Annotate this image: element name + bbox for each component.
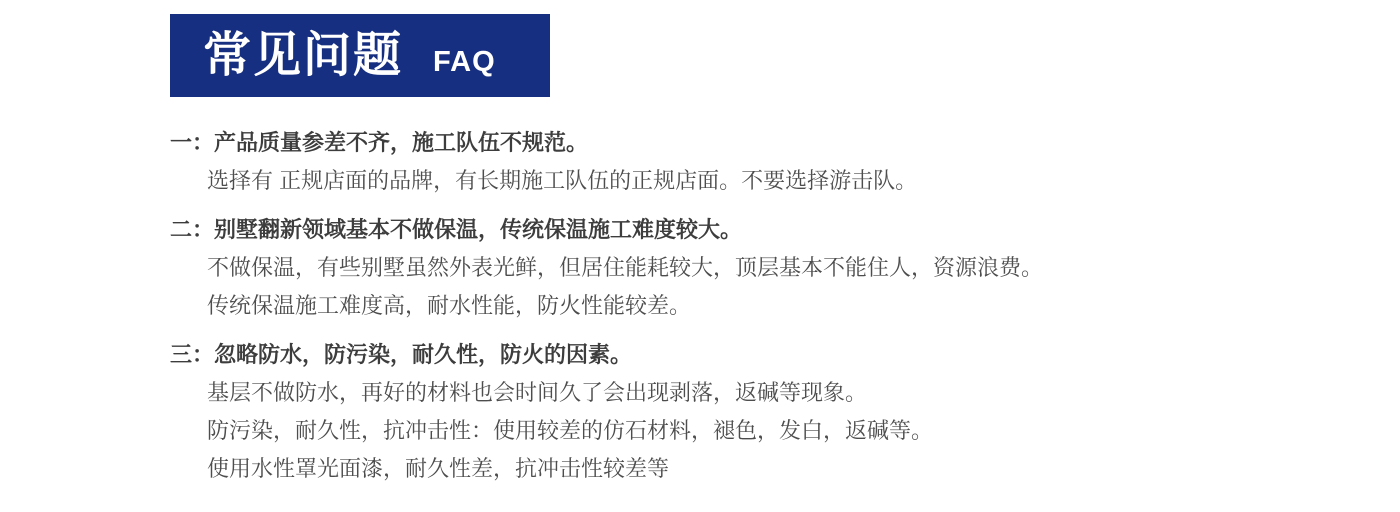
faq-answer-line: 选择有 正规店面的品牌，有长期施工队伍的正规店面。不要选择游击队。 — [207, 168, 918, 193]
faq-question-text: 产品质量参差不齐，施工队伍不规范。 — [214, 130, 589, 155]
faq-answers — [170, 162, 1270, 200]
faq-item-number: 一： — [170, 130, 215, 155]
faq-header-banner — [170, 14, 550, 97]
faq-answers — [170, 374, 1270, 488]
faq-question — [170, 211, 1270, 249]
faq-item — [170, 211, 1270, 325]
faq-list — [170, 124, 1270, 488]
faq-answers — [170, 249, 1270, 325]
faq-question — [170, 124, 1270, 162]
faq-question-text: 别墅翻新领域基本不做保温，传统保温施工难度较大。 — [214, 217, 743, 242]
faq-item — [170, 336, 1270, 488]
faq-answer-line: 基层不做防水，再好的材料也会时间久了会出现剥落，返碱等现象。 — [207, 380, 868, 405]
faq-question-text: 忽略防水，防污染，耐久性，防火的因素。 — [214, 342, 633, 367]
faq-item-number: 三： — [170, 342, 215, 367]
faq-item — [170, 124, 1270, 200]
faq-answer-line: 传统保温施工难度高，耐水性能，防火性能较差。 — [207, 293, 692, 318]
faq-answer-line: 不做保温，有些别墅虽然外表光鲜，但居住能耗较大，顶层基本不能住人，资源浪费。 — [207, 255, 1044, 280]
faq-title-chinese: 常见问题 — [203, 28, 404, 82]
faq-item-number: 二： — [170, 217, 215, 242]
faq-title-english: FAQ — [433, 46, 496, 78]
faq-answer-line: 防污染，耐久性，抗冲击性：使用较差的仿石材料，褪色，发白，返碱等。 — [207, 418, 934, 443]
faq-answer-line: 使用水性罩光面漆，耐久性差，抗冲击性较差等 — [207, 456, 670, 481]
faq-question — [170, 336, 1270, 374]
